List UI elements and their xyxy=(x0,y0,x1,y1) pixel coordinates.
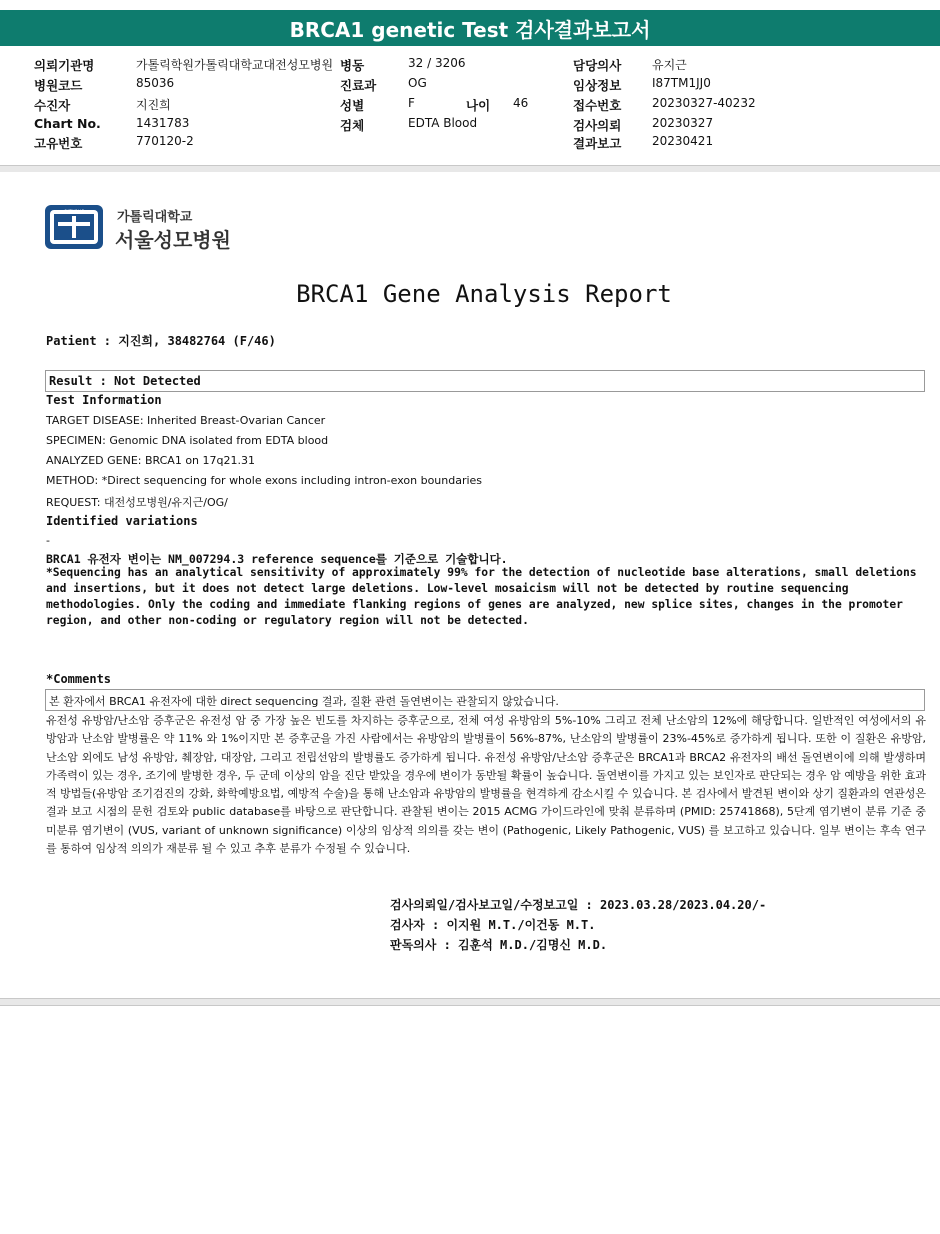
logo-seal-text: CATHOLIC xyxy=(63,209,85,214)
technician-line: 검사자 : 이지원 M.T./이건동 M.T. xyxy=(390,918,596,932)
variations-heading: Identified variations xyxy=(46,514,198,528)
request-line: REQUEST: 대전성모병원/유지근/OG/ xyxy=(46,496,228,509)
footer-divider xyxy=(0,998,940,1006)
result-text: Result : Not Detected xyxy=(49,374,201,388)
department-value: OG xyxy=(408,76,427,90)
unique-id-value: 770120-2 xyxy=(136,134,194,148)
specimen-label: 검체 xyxy=(340,118,365,133)
comment-summary-box xyxy=(45,689,925,711)
sex-label: 성별 xyxy=(340,98,365,113)
comments-heading: *Comments xyxy=(46,672,112,686)
result-box xyxy=(45,370,925,392)
logo-hospital-text: 서울성모병원 xyxy=(115,228,231,252)
report-header-title: BRCA1 genetic Test 검사결과보고서 xyxy=(0,10,940,46)
chart-number-label: Chart No. xyxy=(34,116,101,131)
pathologist-line: 판독의사 : 김훈석 M.D./김명신 M.D. xyxy=(390,938,608,952)
age-label: 나이 xyxy=(466,98,491,113)
request-date-label: 검사의뢰 xyxy=(573,118,622,133)
logo-university-text: 가톨릭대학교 xyxy=(117,210,193,225)
clinical-info-value: I87TM1JJ0 xyxy=(652,76,711,90)
report-title: BRCA1 Gene Analysis Report xyxy=(296,280,672,308)
test-info-heading: Test Information xyxy=(46,393,162,407)
specimen-line: SPECIMEN: Genomic DNA isolated from EDTA blood xyxy=(46,434,329,447)
analyzed-gene-line: ANALYZED GENE: BRCA1 on 17q21.31 xyxy=(46,454,255,467)
unique-id-label: 고유번호 xyxy=(34,136,83,151)
comment-body: 유전성 유방암/난소암 증후군은 유전성 암 중 가장 높은 빈도를 차지하는 증후군으로, 전체 여성 유방암의 5%-10% 그리고 전체 난소암의 12%에 해당합니다. 일반적인 여성에서의 유방암과 난소암 발병률은 약 11% 와 1%이지만 본 증후군을 가진 사람에서는 유방암의 발병률이 56%-87%, 난소암의 발병률이 23%-45%로 증가하게 됩니다. 또한 이 질환은 유방암, 난소암 외에도 남성 유방암, 췌장암, 대장암, 그리고 전립선암의 발병률도 증가하게 됩니다. 유전성 유방암/난소암 증후군은 BRCA1과 BRCA2 유전자의 배선 돌연변이에 의해 발생하며 가족력이 있는 경우, 조기에 발병한 경우, 두 군데 이상의 암을 진단 받았을 경우에 변이가 동반될 확률이 높습니다. 돌연변이를 가지고 있는 보인자로 판단되는 경우 암 예방을 위한 효과적 방법들(유방암 조기검진의 강화, 화학예방요법, 예방적 수술)을 통해 난소암과 유방암의 발병률을 현격하게 감소시킬 수 있습니다. 본 검사에서 발견된 변이와 상기 질환과의 연관성은 결과 보고 시점의 문헌 검토와 public database를 바탕으로 판단합니다. 관찰된 변이는 2015 ACMG 가이드라인에 맞춰 분류하며 (PMID: 25741868), 5단계 염기변이 분류 기준 중 미분류 염기변이 (VUS, variant of unknown significance) 이상의 임상적 의의를 갖는 변이 (Pathogenic, Likely Pathogenic, VUS) 를 보고하고 있습니다. 일부 변이는 후속 연구를 통하여 임상적 의의가 재분류 될 수 있고 추후 분류가 수정될 수 있습니다. xyxy=(46,714,926,856)
patient-name-label: 수진자 xyxy=(34,98,71,113)
clinical-info-label: 임상정보 xyxy=(573,78,622,93)
report-date-label: 결과보고 xyxy=(573,136,622,151)
department-label: 진료과 xyxy=(340,78,377,93)
institution-label: 의뢰기관명 xyxy=(34,58,95,73)
age-value: 46 xyxy=(513,96,529,110)
request-date-value: 20230327 xyxy=(652,116,714,130)
report-date-value: 20230421 xyxy=(652,134,714,148)
method-line: METHOD: *Direct sequencing for whole exons including intron-exon boundaries xyxy=(46,474,483,487)
ward-value: 32 / 3206 xyxy=(408,56,466,70)
specimen-value: EDTA Blood xyxy=(408,116,478,130)
doctor-value: 유지근 xyxy=(652,58,687,72)
header-divider xyxy=(0,165,940,172)
reference-line: BRCA1 유전자 변이는 NM_007294.3 reference sequence를 기준으로 기술합니다. xyxy=(46,552,508,566)
variations-value: - xyxy=(46,534,50,547)
chart-number-value: 1431783 xyxy=(136,116,190,130)
receipt-number-value: 20230327-40232 xyxy=(652,96,756,110)
doctor-label: 담당의사 xyxy=(573,58,622,73)
target-disease-line: TARGET DISEASE: Inherited Breast-Ovarian Cancer xyxy=(46,414,326,427)
patient-line: Patient : 지진희, 38482764 (F/46) xyxy=(46,334,276,348)
comment-summary-text: 본 환자에서 BRCA1 유전자에 대한 direct sequencing 결과, 질환 관련 돌연변이는 관찰되지 않았습니다. xyxy=(49,695,559,708)
sex-value: F xyxy=(408,96,415,110)
ward-label: 병동 xyxy=(340,58,365,73)
patient-meta-panel xyxy=(0,50,940,165)
institution-value: 가톨릭학원가톨릭대학교대전성모병원 xyxy=(136,58,334,72)
sequencing-note: *Sequencing has an analytical sensitivity of approximately 99% for the detection of nucleotide base alterations, small deletions and insertions, but it does not detect large deletions. Low-level mosaicism will not be detected by routine sequencing methodologies. Only the coding and immediate flanking regions of genes are analyzed, new splice sites, changes in the promoter region, and other non-coding or regulatory region will not be detected. xyxy=(46,566,917,627)
hospital-code-value: 85036 xyxy=(136,76,175,90)
receipt-number-label: 접수번호 xyxy=(573,98,622,113)
report-dates-line: 검사의뢰일/검사보고일/수정보고일 : 2023.03.28/2023.04.20/- xyxy=(390,898,767,912)
patient-name-value: 지진희 xyxy=(136,98,171,112)
hospital-code-label: 병원코드 xyxy=(34,78,83,93)
